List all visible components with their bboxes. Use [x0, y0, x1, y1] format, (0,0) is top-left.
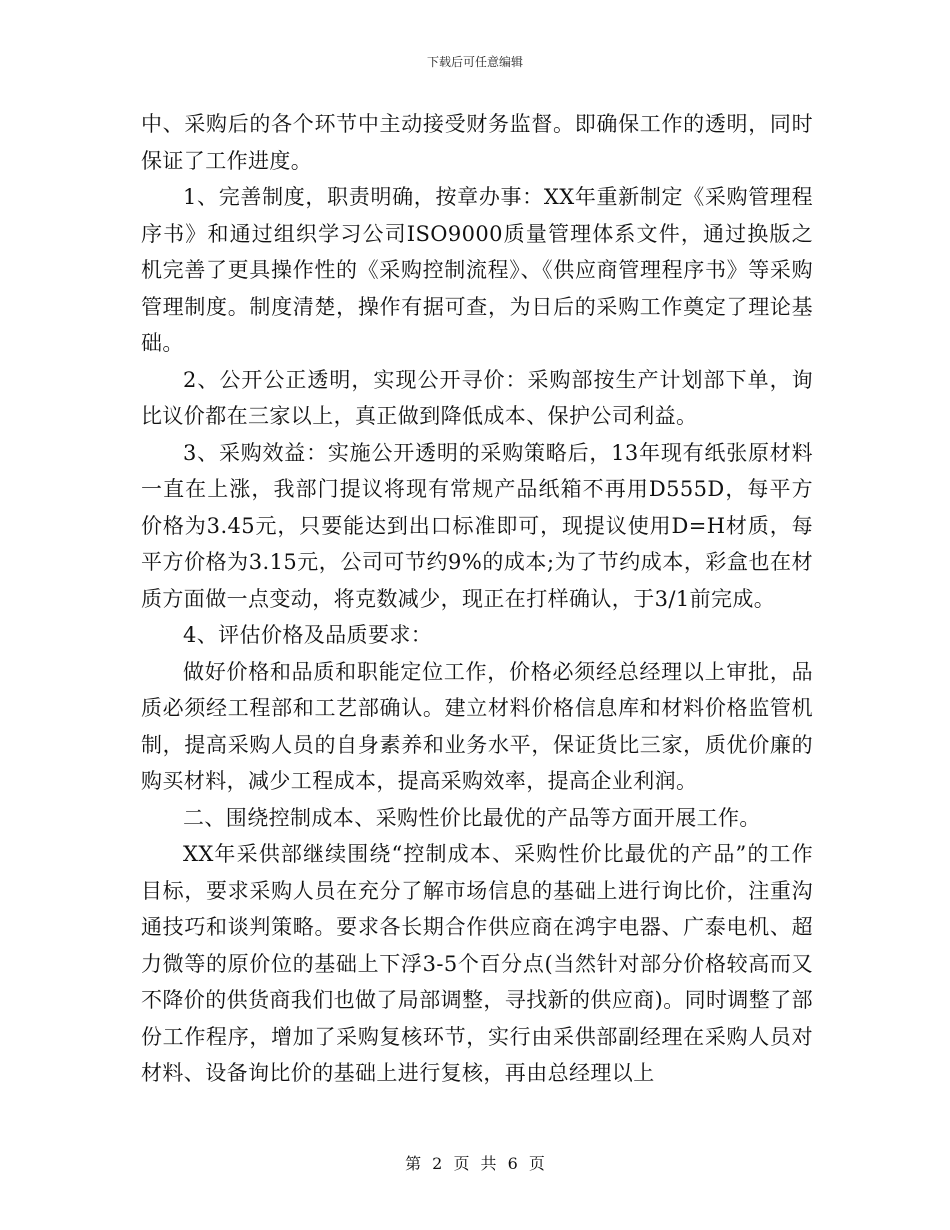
paragraph-item-4-body: 做好价格和品质和职能定位工作，价格必须经总经理以上审批，品质必须经工程部和工艺部确认。建立材料价格信息库和材料价格监管机制，提高采购人员的自身素养和业务水平，保证货比三家，质优价廉的购买材料，减少工程成本，提高采购效率，提高企业利润。	[141, 659, 813, 793]
paragraph-item-3: 3、采购效益：实施公开透明的采购策略后，13年现有纸张原材料一直在上涨，我部门提议将现有常规产品纸箱不再用D555D，每平方价格为3.45元，只要能达到出口标准即可，现提议使用D=H材质，每平方价格为3.15元，公司可节约9%的成本;为了节约成本，彩盒也在材质方面做一点变动，将克数减少，现正在打样确认，于3/1前完成。	[141, 440, 813, 611]
page-footer: 第 2 页 共 6 页	[405, 1154, 545, 1173]
paragraph-item-2: 2、公开公正透明，实现公开寻价：采购部按生产计划部下单，询比议价都在三家以上，真正做到降低成本、保护公司利益。	[141, 367, 813, 428]
paragraph-continuation: 中、采购后的各个环节中主动接受财务监督。即确保工作的透明，同时保证了工作进度。	[141, 112, 813, 173]
paragraph-item-1: 1、完善制度，职责明确，按章办事：XX年重新制定《采购管理程序书》和通过组织学习公司ISO9000质量管理体系文件，通过换版之机完善了更具操作性的《采购控制流程》、《供应商管理程序书》等采购管理制度。制度清楚，操作有据可查，为日后的采购工作奠定了理论基础。	[141, 185, 813, 355]
body-text	[141, 106, 813, 1092]
section-heading-2: 二、围绕控制成本、采购性价比最优的产品等方面开展工作。	[183, 805, 761, 830]
paragraph-item-4-heading: 4、评估价格及品质要求：	[183, 623, 433, 647]
page-header: 下载后可任意编辑	[426, 55, 523, 69]
paragraph-section-2-body: XX年采供部继续围绕“控制成本、采购性价比最优的产品”的工作目标，要求采购人员在充分了解市场信息的基础上进行询比价，注重沟通技巧和谈判策略。要求各长期合作供应商在鸿宇电器、广泰电机、超力微等的原价位的基础上下浮3-5个百分点(当然针对部分价格较高而又不降价的供货商我们也做了局部调整，寻找新的供应商)。同时调整了部份工作程序，增加了采购复核环节，实行由采供部副经理在采购人员对材料、设备询比价的基础上进行复核，再由总经理以上	[141, 842, 813, 1085]
